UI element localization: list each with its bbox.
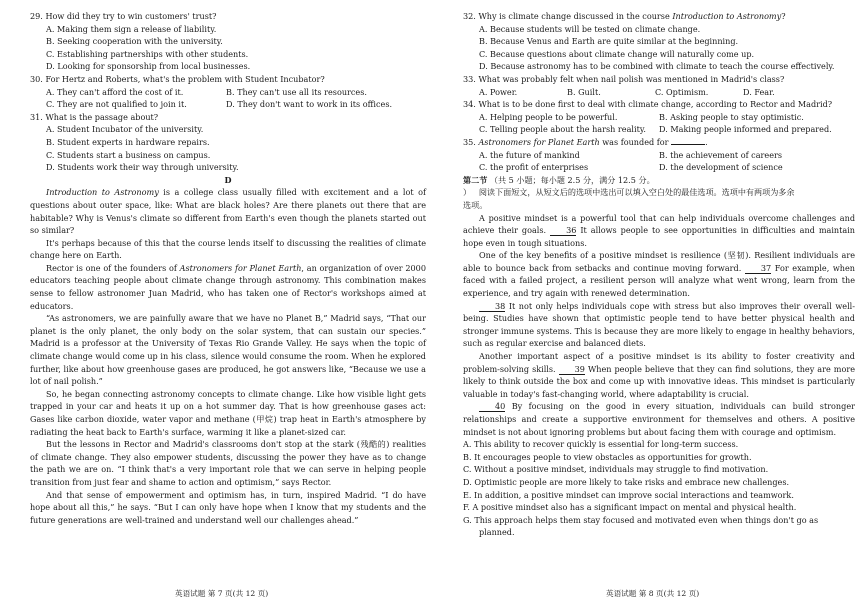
passage-e-paragraph-1 bbox=[463, 212, 855, 250]
passage-e-paragraph-4 bbox=[463, 350, 855, 400]
p1-text-a: A positive mindset is a powerful tool that can help individuals overcome challenges and achieve their goals. bbox=[463, 212, 855, 236]
q32-option-b: B. Because Venus and Earth are quite similar at the beginning. bbox=[479, 36, 739, 47]
section-2-instruction-text: 阅读下面短文，从短文后的选项中选出可以填入空白处的最佳选项。选项中有两项为多余 bbox=[478, 187, 795, 198]
question-30-stem: 30. For Hertz and Roberts, what's the problem with Student Incubator? bbox=[30, 73, 325, 84]
option-e-b: B. It encourages people to view obstacles as opportunities for growth. bbox=[463, 451, 752, 462]
p1-text-b: It allows people to see opportunities in difficulties and maintain hope even in tough situations. bbox=[463, 225, 856, 248]
q30-option-b: B. They can't use all its resources. bbox=[226, 86, 367, 97]
q35-option-a: A. the future of mankind bbox=[479, 149, 580, 160]
q35-option-c: C. the profit of enterprises bbox=[479, 162, 589, 173]
q35-option-d: D. the development of science bbox=[659, 162, 783, 173]
q32-option-a: A. Because students will be tested on climate change. bbox=[479, 23, 701, 34]
organization-name: Astronomers for Planet Earth bbox=[179, 262, 302, 273]
passage-d-paragraph-5: So, he began connecting astronomy concepts to climate change. Like how visible light gets trapped in your car and heats it up on a hot summer day. That is how greenhouse gases act: Gases like carbon dioxide, water vapor and methane (甲烷) trap heat in Earth's atmosphere by radiating the heat back to Earth's surface, warming it like a planet-sized car. bbox=[30, 388, 426, 437]
q32-course-title: Introduction to Astronomy bbox=[672, 11, 782, 21]
q31-option-d: D. Students work their way through university. bbox=[46, 162, 239, 173]
q30-option-a: A. They can't afford the cost of it. bbox=[46, 86, 184, 97]
question-33-stem: 33. What was probably felt when nail polish was mentioned in Madrid's class? bbox=[463, 73, 785, 84]
passage-d-paragraph-4: “As astronomers, we are painfully aware that we have no Planet B,” Madrid says, “That our planet is the only planet, the only body on the solar system, that can sustain our species.” Madrid is a professor at the University of Texas Rio Grande Valley. He says when the topic of climate change would come up in his class, silence would consume the room. When he explored further, like about how greenhouse gases are produced, he got answers like, “Because we use a lot of nail polish.” bbox=[30, 313, 426, 387]
section-2-paren: ） bbox=[463, 187, 472, 198]
question-34-stem: 34. What is to be done first to deal with climate change, according to Rector and Madrid? bbox=[463, 99, 833, 110]
q34-option-c: C. Telling people about the harsh reality. bbox=[479, 124, 646, 135]
p2-text-a: One of the key benefits of a positive mindset is resilience (坚韧). Resilient individuals are able to bounce back from setbacks and continue moving forward. bbox=[463, 250, 855, 273]
blank-40[interactable]: 40 bbox=[479, 401, 505, 412]
passage-d-p3-post: , an organization of over 2000 educators teaching people about climate change through astronomy. This combination makes sense to fellow astronomer Juan Madrid, who has taken one of Rector's workshops aimed at educators. bbox=[30, 262, 426, 311]
q29-option-b: B. Seeking cooperation with the university. bbox=[46, 36, 223, 47]
q30-options-row-2 bbox=[30, 98, 426, 111]
passage-d-paragraph-7: And that sense of empowerment and optimism has, in turn, inspired Madrid. “I do have hope about all this,” he says. “But I can only have hope when I know that my students and the future generations are well-trained and understand well our challenges ahead.” bbox=[30, 489, 426, 525]
q33-option-a: A. Power. bbox=[479, 86, 518, 97]
option-e-g-cont: planned. bbox=[479, 527, 515, 538]
q30-option-d: D. They don't want to work in its offices. bbox=[226, 99, 393, 110]
passage-d-paragraph-3 bbox=[30, 262, 426, 312]
q34-option-b: B. Asking people to stay optimistic. bbox=[659, 111, 804, 122]
question-32-stem bbox=[463, 10, 855, 23]
q35-options-row-1 bbox=[463, 149, 855, 162]
passage-d-paragraph-2: It's perhaps because of this that the course lends itself to discussing the realities of climate change here on Earth. bbox=[30, 237, 426, 261]
section-d-label: D bbox=[224, 174, 232, 185]
section-2-instruction bbox=[463, 186, 855, 199]
passage-d-paragraph-1 bbox=[30, 186, 426, 236]
option-e-a: A. This ability to recover quickly is essential for long-term success. bbox=[463, 439, 739, 450]
q32-option-c: C. Because questions about climate change will naturally come up. bbox=[479, 48, 755, 59]
q35-options-row-2 bbox=[463, 161, 855, 174]
p4-text-b: When people believe that they can find solutions, they are more likely to think outside the box and come up with innovative ideas. This mindset is particularly valuable in today's fast-changing world, where adaptability is crucial. bbox=[463, 363, 855, 399]
right-column bbox=[463, 10, 855, 539]
q31-option-c: C. Students start a business on campus. bbox=[46, 149, 211, 160]
q33-option-b: B. Guilt. bbox=[567, 86, 601, 97]
option-e-c: C. Without a positive mindset, individuals may struggle to find motivation. bbox=[463, 464, 769, 475]
q30-options-row-1 bbox=[30, 86, 426, 99]
p3-text-b: It not only helps individuals cope with stress but also improves their overall well-being. Studies have shown that optimistic people tend to have better physical health and stronger immune systems. This is because they are more likely to engage in healthy behaviors, such as regular exercise and balanced diets. bbox=[463, 300, 855, 349]
q34-option-a: A. Helping people to be powerful. bbox=[479, 111, 618, 122]
q34-options-row-2 bbox=[463, 123, 855, 136]
q35-number: 35. bbox=[463, 136, 479, 147]
blank-36[interactable]: 36 bbox=[550, 225, 576, 236]
question-31-stem: 31. What is the passage about? bbox=[30, 111, 159, 122]
option-e-e: E. In addition, a positive mindset can improve social interactions and teamwork. bbox=[463, 489, 794, 500]
passage-d-p1-text: is a college class usually filled with excitement and a lot of questions about outer space, like: What are black holes? Are there planets out there that are habitable? Why is Venus's climate so different from Earth's even though the planets started out so similar? bbox=[30, 187, 426, 236]
q35-organization: Astronomers for Planet Earth bbox=[478, 136, 600, 147]
p2-text-b: For example, when faced with a failed project, a resilient person will analyze what went wrong, learn from the experience, and try again with renewed determination. bbox=[463, 262, 855, 299]
option-e-g: G. This approach helps them stay focused and motivated even when things don't go as bbox=[463, 514, 819, 525]
q32-stem-pre: 32. Why is climate change discussed in the course bbox=[463, 11, 673, 21]
q35-answer-blank[interactable] bbox=[671, 144, 705, 145]
q35-stem-post: was founded for bbox=[599, 136, 669, 147]
blank-37[interactable]: 37 bbox=[745, 263, 771, 274]
course-title: Introduction to Astronomy bbox=[46, 187, 159, 198]
q32-stem-post: ? bbox=[781, 11, 786, 21]
p5-text-b: By focusing on the good in every situation, individuals can build stronger relationships and create a supportive environment for themselves and others. A positive mindset is not about ignoring problems but about facing them with courage and optimism. bbox=[463, 401, 855, 437]
p4-text-a: Another important aspect of a positive mindset is its ability to foster creativity and problem-solving skills. bbox=[463, 351, 855, 374]
section-2-heading bbox=[463, 174, 855, 187]
passage-e-paragraph-2 bbox=[463, 249, 855, 299]
q34-option-d: D. Making people informed and prepared. bbox=[659, 124, 832, 135]
option-e-d: D. Optimistic people are more likely to take risks and embrace new challenges. bbox=[463, 476, 790, 487]
q35-option-b: B. the achievement of careers bbox=[659, 149, 783, 160]
left-column bbox=[30, 10, 426, 526]
q30-option-c: C. They are not qualified to join it. bbox=[46, 99, 187, 110]
passage-e-paragraph-5 bbox=[463, 400, 855, 438]
option-e-f: F. A positive mindset also has a significant impact on mental and physical health. bbox=[463, 502, 797, 513]
q29-option-d: D. Looking for sponsorship from local businesses. bbox=[46, 61, 251, 72]
passage-d-p3-pre: Rector is one of the founders of bbox=[46, 262, 180, 273]
blank-39[interactable]: 39 bbox=[559, 364, 585, 375]
question-29-stem: 29. How did they try to win customers' trust? bbox=[30, 11, 217, 21]
q33-option-d: D. Fear. bbox=[743, 86, 775, 97]
question-35-stem: 35. Astronomers for Planet Earth was founded for . bbox=[463, 136, 708, 147]
footer-page-7: 英语试题 第 7 页(共 12 页) bbox=[175, 589, 269, 599]
passage-e-paragraph-3 bbox=[463, 300, 855, 350]
q34-options-row-1 bbox=[463, 111, 855, 124]
q31-option-a: A. Student Incubator of the university. bbox=[46, 124, 204, 135]
passage-d-paragraph-6: But the lessons in Rector and Madrid's classrooms don't stop at the stark (残酷的) realities of climate change. They also empower students, discussing the power they have as to change the path we are on. “I think that's a very important role that we can serve in helping people transition from just fear and shame to action and optimism,” says Rector. bbox=[30, 439, 426, 487]
section-2-score: （共 5 小题；每小题 2.5 分，满分 12.5 分。 bbox=[489, 174, 655, 185]
q32-option-d: D. Because astronomy has to be combined with climate to teach the course effectively. bbox=[479, 61, 835, 72]
section-2-instruction-cont: 选项。 bbox=[463, 199, 488, 210]
q31-option-b: B. Student experts in hardware repairs. bbox=[46, 136, 210, 147]
q29-option-c: C. Establishing partnerships with other students. bbox=[46, 48, 249, 59]
blank-38[interactable]: 38 bbox=[479, 301, 505, 312]
footer-page-8: 英语试题 第 8 页(共 12 页) bbox=[606, 589, 700, 599]
q29-option-a: A. Making them sign a release of liability. bbox=[46, 23, 217, 34]
q33-option-c: C. Optimism. bbox=[655, 86, 709, 97]
section-2-title: 第二节 bbox=[463, 174, 488, 185]
q33-options-row bbox=[463, 86, 855, 99]
